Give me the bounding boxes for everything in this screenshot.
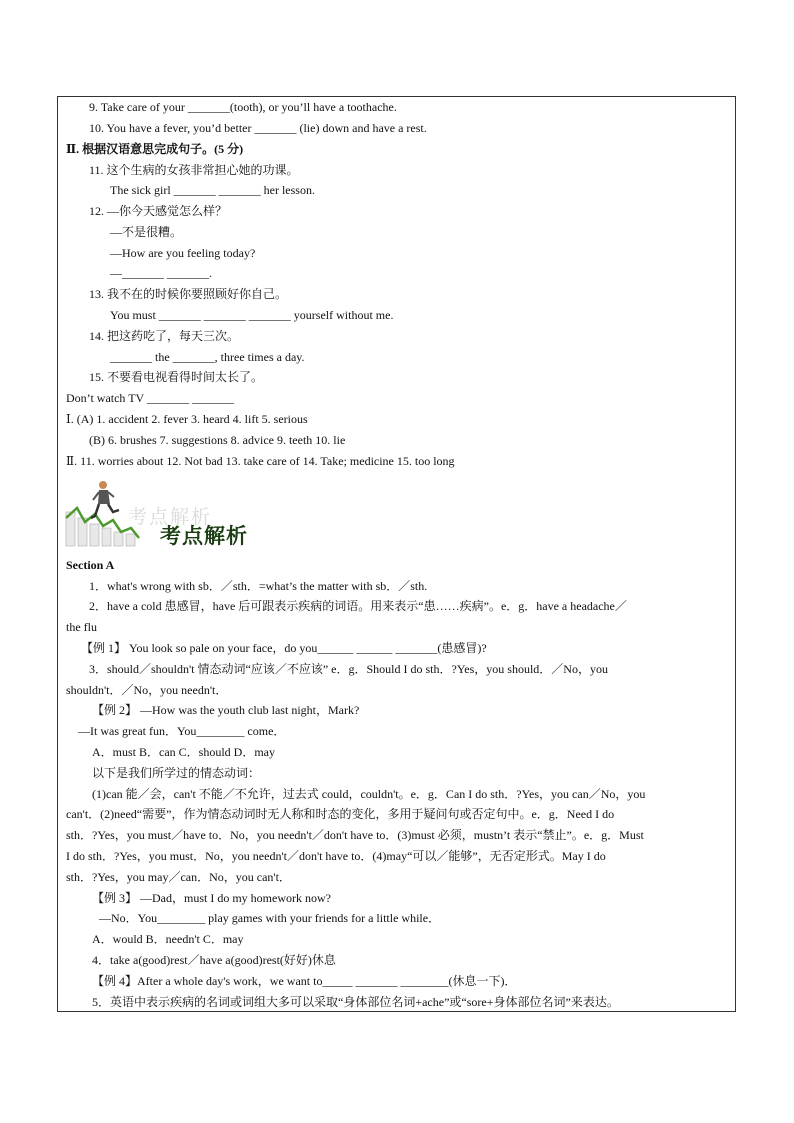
point-3-cont: shouldn't．／No，you needn't．: [66, 683, 228, 697]
modal-verbs-intro: 以下是我们所学过的情态动词：: [92, 766, 261, 780]
example-4: 【例 4】After a whole day's work，we want to_____ _______ ________(休息一下)．: [92, 974, 517, 988]
answers-1b: (B) 6. brushes 7. suggestions 8. advice 9. teeth 10. lie: [89, 433, 346, 447]
exercise-12-reply-chinese: —不是很糟。: [110, 225, 183, 239]
exercise-9: 9. Take care of your _______(tooth), or you’ll have a toothache.: [89, 100, 397, 114]
exercise-10: 10. You have a fever, you’d better _______ (lie) down and have a rest.: [89, 121, 427, 135]
example-1: 【例 1】 You look so pale on your face，do you______ ______ _______(患感冒)?: [81, 641, 487, 655]
example-3-reply: —No．You________ play games with your friends for a little while．: [99, 911, 441, 925]
exercise-14-english: _______ the _______, three times a day.: [110, 350, 305, 364]
example-3-options: A．would B．needn't C．may: [92, 932, 244, 946]
point-1: 1．what's wrong with sb．／sth．=what’s the matter with sb．／sth.: [89, 579, 428, 593]
modal-verbs-line-4: I do sth．?Yes，you must．No，you needn't／don't have to．(4)may“可以／能够”，无否定形式。May I do: [66, 849, 606, 863]
answers-1a: Ⅰ. (A) 1. accident 2. fever 3. heard 4. lift 5. serious: [66, 412, 308, 426]
point-3: 3．should／shouldn't 情态动词“应该／不应该” e．g．Should I do sth．?Yes，you should．／No，you: [89, 662, 608, 676]
modal-verbs-line-3: sth．?Yes，you must／have to．No，you needn't／don't have to．(3)must 必须，mustn’t 表示“禁止”。e．g．Must: [66, 828, 644, 842]
point-2-cont: the flu: [66, 620, 97, 634]
section-heading-2: Ⅱ. 根据汉语意思完成句子。(5 分): [66, 142, 244, 156]
exercise-12-reply-english: —_______ _______.: [110, 266, 212, 280]
exercise-11-english: The sick girl _______ _______ her lesson.: [110, 183, 315, 197]
exercise-13-english: You must _______ _______ _______ yourself without me.: [110, 308, 394, 322]
exercise-15-chinese: 15. 不要看电视看得时间太长了。: [89, 370, 264, 384]
example-2-reply: —It was great fun．You________ come．: [78, 724, 286, 738]
section-a-heading: Section A: [66, 558, 115, 572]
banner-watermark: 考点解析: [128, 506, 213, 528]
banner-title: 考点解析: [160, 524, 248, 548]
exercise-15-english: Don’t watch TV _______ _______: [66, 391, 234, 405]
example-2: 【例 2】 —How was the youth club last night，Mark?: [92, 703, 360, 717]
exercise-12-chinese: 12. —你今天感觉怎么样？: [89, 204, 228, 218]
modal-verbs-line-2: can't．(2)need“需要”，作为情态动词时无人称和时态的变化，多用于疑问句或否定句中。e．g．Need I do: [66, 807, 615, 821]
exercise-12-english: —How are you feeling today?: [110, 246, 256, 260]
example-3: 【例 3】 —Dad，must I do my homework now?: [92, 891, 331, 905]
answers-2: Ⅱ. 11. worries about 12. Not bad 13. take care of 14. Take; medicine 15. too long: [66, 454, 455, 468]
modal-verbs-line-1: (1)can 能／会，can't 不能／不允许，过去式 could，couldn't。e．g．Can I do sth．?Yes，you can／No，you: [92, 787, 646, 801]
exercise-13-chinese: 13. 我不在的时候你要照顾好你自己。: [89, 287, 288, 301]
modal-verbs-line-5: sth．?Yes，you may／can．No，you can't．: [66, 870, 291, 884]
point-5: 5．英语中表示疾病的名词或词组大多可以采取“身体部位名词+ache”或“sore+身体部位名词”来表达。: [92, 995, 619, 1009]
running-man-icon: [91, 481, 119, 518]
exercise-14-chinese: 14. 把这药吃了，每天三次。: [89, 329, 240, 343]
exercise-11-chinese: 11. 这个生病的女孩非常担心她的功课。: [89, 163, 299, 177]
example-2-options: A．must B．can C．should D．may: [92, 745, 275, 759]
point-4: 4．take a(good)rest／have a(good)rest(好好)休息: [92, 953, 336, 967]
point-2: 2．have a cold 患感冒，have 后可跟表示疾病的词语。用来表示“患……疾病”。e．g．have a headache／: [89, 599, 627, 613]
